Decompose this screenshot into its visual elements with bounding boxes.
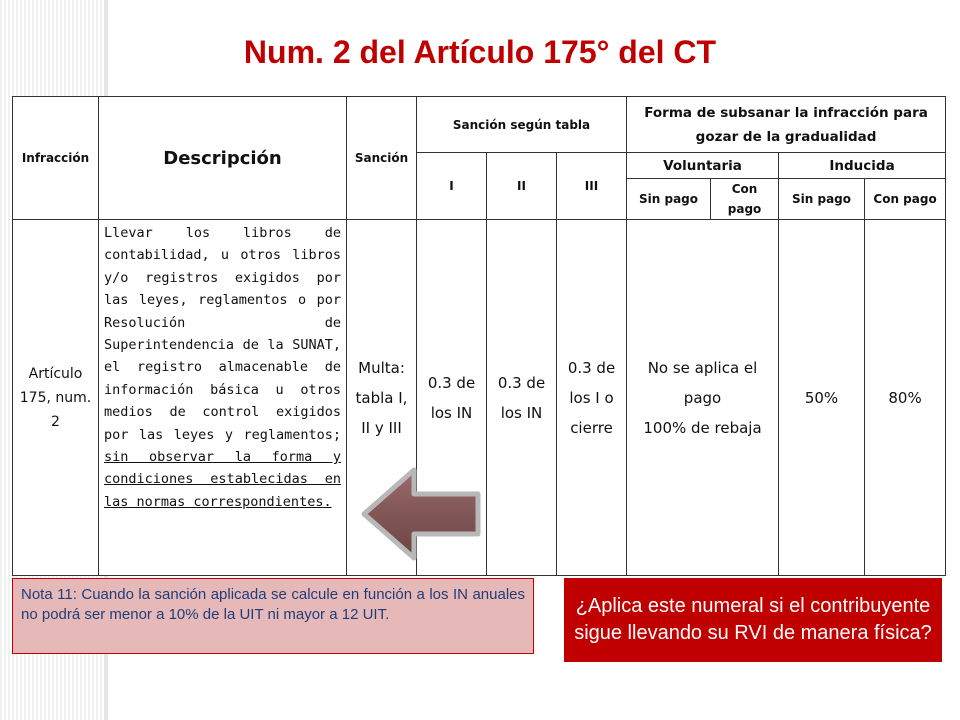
header-tabla-II: II	[487, 153, 557, 220]
header-sancion: Sanción	[347, 97, 417, 220]
cell-voluntaria	[627, 220, 779, 576]
left-arrow-icon	[358, 466, 484, 562]
question-text: ¿Aplica este numeral si el contribuyente sigue llevando su RVI de manera física?	[574, 595, 932, 644]
header-inducida-sin-pago: Sin pago	[779, 179, 865, 220]
cell-infraccion: Artículo 175, num. 2	[13, 220, 99, 576]
cell-tabla-I: 0.3 de los IN	[417, 220, 487, 576]
descripcion-underlined-text: sin observar la forma y condiciones establecidas en las normas correspondientes.	[104, 449, 341, 510]
header-sancion-tabla: Sanción según tabla	[417, 97, 627, 153]
cell-inducida-sin-pago: 50%	[779, 220, 865, 576]
descripcion-text: Llevar los libros de contabilidad, u otros libros y/o registros exigidos por las leyes, reglamentos o por Resolución de Superintendencia de la SUNAT, el registro almacenable de información básica u otros medios de control exigidos por las leyes y reglamentos;	[104, 225, 341, 443]
voluntaria-line1: No se aplica el pago	[647, 358, 758, 407]
voluntaria-line2: 100% de rebaja	[643, 418, 762, 437]
cell-inducida-con-pago: 80%	[865, 220, 946, 576]
question-box	[564, 578, 942, 662]
header-descripcion: Descripción	[99, 97, 347, 220]
slide-title: Num. 2 del Artículo 175° del CT	[243, 34, 717, 70]
header-forma-subsanar: Forma de subsanar la infracción para gozar de la gradualidad	[627, 97, 946, 153]
note-box: Nota 11: Cuando la sanción aplicada se calcule en función a los IN anuales no podrá ser menor a 10% de la UIT ni mayor a 12 UIT.	[12, 578, 534, 654]
header-inducida-con-pago: Con pago	[865, 179, 946, 220]
header-inducida: Inducida	[779, 153, 946, 179]
cell-tabla-III: 0.3 de los I o cierre	[557, 220, 627, 576]
header-tabla-III: III	[557, 153, 627, 220]
header-tabla-I: I	[417, 153, 487, 220]
header-infraccion: Infracción	[13, 97, 99, 220]
header-voluntaria: Voluntaria	[627, 153, 779, 179]
cell-tabla-II: 0.3 de los IN	[487, 220, 557, 576]
cell-sancion: Multa: tabla I, II y III	[347, 220, 417, 576]
cell-descripcion	[99, 220, 347, 576]
header-voluntaria-sin-pago: Sin pago	[627, 179, 711, 220]
header-voluntaria-con-pago: Con pago	[711, 179, 779, 220]
